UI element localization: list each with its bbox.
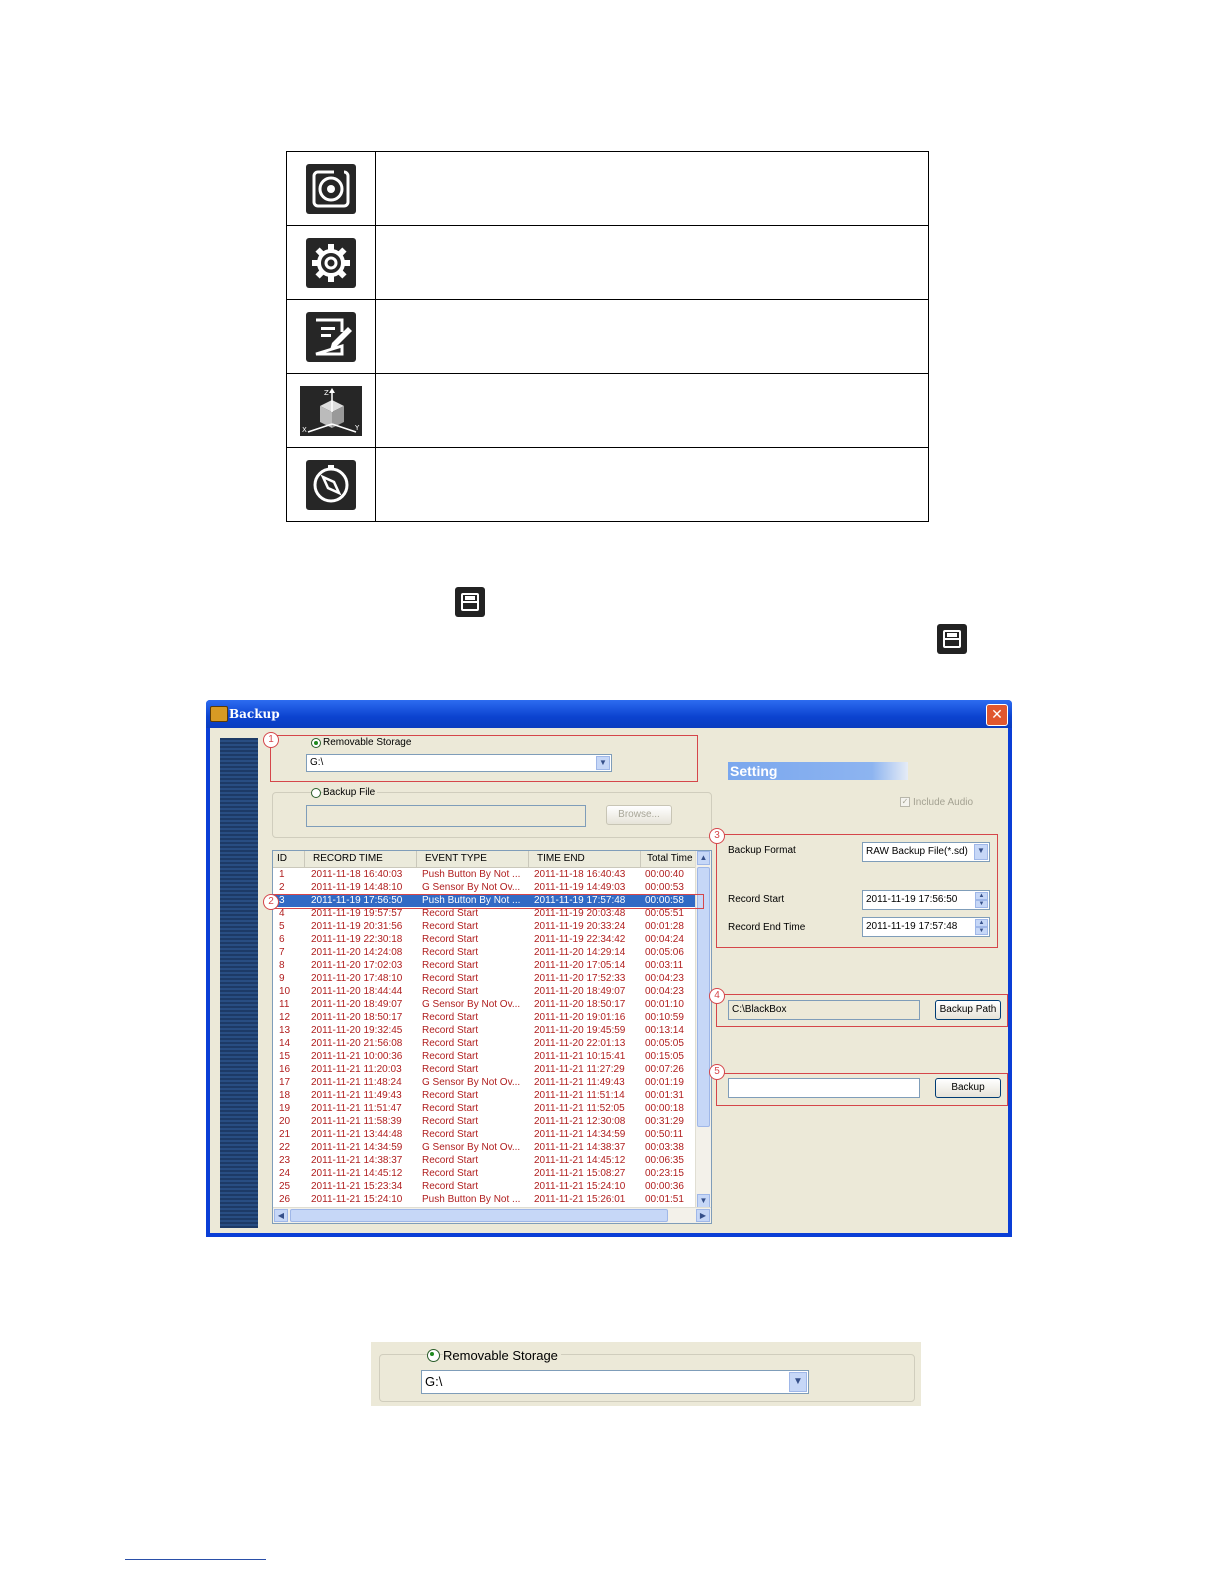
spin-down-icon[interactable]: ▼ <box>975 927 988 935</box>
cell-event-type: Push Button By Not ... <box>422 869 521 880</box>
table-row[interactable] <box>273 959 697 972</box>
icon-description <box>376 300 929 374</box>
cell-total-time: 00:23:15 <box>645 1168 684 1179</box>
include-audio-label: Include Audio <box>913 797 974 808</box>
column-header-record-time[interactable]: RECORD TIME <box>305 851 417 867</box>
cell-event-type: Record Start <box>422 908 479 919</box>
cell-id: 3 <box>279 895 285 906</box>
cell-total-time: 00:03:11 <box>645 960 684 971</box>
cell-total-time: 00:00:53 <box>645 882 684 893</box>
cell-id: 5 <box>279 921 285 932</box>
close-button[interactable]: ✕ <box>986 704 1008 726</box>
cell-record-time: 2011-11-21 11:49:43 <box>311 1090 402 1101</box>
cell-time-end: 2011-11-21 11:27:29 <box>534 1064 625 1075</box>
cell-id: 17 <box>279 1077 291 1088</box>
table-row[interactable] <box>273 1089 697 1102</box>
cell-event-type: Record Start <box>422 1012 479 1023</box>
cell-event-type: Record Start <box>422 1155 479 1166</box>
cell-event-type: G Sensor By Not Ov... <box>422 882 521 893</box>
cell-time-end: 2011-11-21 10:15:41 <box>534 1051 626 1062</box>
cell-record-time: 2011-11-20 21:56:08 <box>311 1038 403 1049</box>
cell-id: 19 <box>279 1103 291 1114</box>
horizontal-scrollbar[interactable] <box>273 1207 711 1223</box>
cell-record-time: 2011-11-19 17:56:50 <box>311 895 403 906</box>
backup-file-label: Backup File <box>323 787 376 798</box>
icon-row-gear <box>287 226 929 300</box>
cell-record-time: 2011-11-21 11:20:03 <box>311 1064 402 1075</box>
cell-id: 15 <box>279 1051 291 1062</box>
footnote-rule <box>125 1559 266 1560</box>
cell-total-time: 00:04:23 <box>645 986 684 997</box>
icon-description <box>376 448 929 522</box>
cell-total-time: 00:01:19 <box>645 1077 684 1088</box>
table-row[interactable] <box>273 1128 697 1141</box>
disc-icon <box>306 164 356 214</box>
record-start-value: 2011-11-19 17:56:50 <box>866 894 958 905</box>
cell-time-end: 2011-11-21 11:49:43 <box>534 1077 625 1088</box>
cell-time-end: 2011-11-20 19:45:59 <box>534 1025 626 1036</box>
table-row[interactable] <box>273 1102 697 1115</box>
axis-label-z: Z <box>324 388 329 397</box>
callout-4: 4 <box>709 988 725 1004</box>
cell-id: 26 <box>279 1194 291 1205</box>
cell-id: 14 <box>279 1038 291 1049</box>
cell-total-time: 00:05:05 <box>645 1038 684 1049</box>
spin-down-icon[interactable]: ▼ <box>975 900 988 908</box>
table-row[interactable] <box>273 1063 697 1076</box>
table-row[interactable] <box>273 868 697 881</box>
removable-storage-value: G:\ <box>310 757 324 768</box>
setting-header: Setting <box>728 762 908 780</box>
cell-event-type: Record Start <box>422 1103 479 1114</box>
removable-storage-value: G:\ <box>425 1374 443 1389</box>
table-row[interactable] <box>273 1011 697 1024</box>
cell-record-time: 2011-11-20 17:48:10 <box>311 973 403 984</box>
cell-id: 7 <box>279 947 285 958</box>
callout-1: 1 <box>263 732 279 748</box>
backup-progress-field <box>728 1078 920 1098</box>
cell-record-time: 2011-11-19 14:48:10 <box>311 882 403 893</box>
cell-time-end: 2011-11-21 14:34:59 <box>534 1129 626 1140</box>
cell-record-time: 2011-11-21 14:34:59 <box>311 1142 403 1153</box>
removable-storage-select[interactable] <box>306 754 612 772</box>
cell-record-time: 2011-11-19 19:57:57 <box>311 908 403 919</box>
scroll-thumb[interactable] <box>290 1209 668 1222</box>
icon-description <box>376 374 929 448</box>
cell-time-end: 2011-11-21 15:08:27 <box>534 1168 626 1179</box>
cell-record-time: 2011-11-20 14:24:08 <box>311 947 403 958</box>
backup-button[interactable]: Backup <box>935 1078 1001 1098</box>
removable-storage-radio[interactable] <box>311 738 321 748</box>
callout-2: 2 <box>263 894 279 910</box>
backup-window <box>206 700 1012 1237</box>
cell-event-type: Record Start <box>422 960 479 971</box>
table-row[interactable] <box>273 1193 697 1206</box>
table-row[interactable] <box>273 1050 697 1063</box>
cell-record-time: 2011-11-20 18:49:07 <box>311 999 403 1010</box>
cell-time-end: 2011-11-20 14:29:14 <box>534 947 626 958</box>
scroll-left-arrow[interactable]: ◀ <box>274 1209 288 1222</box>
cell-total-time: 00:00:58 <box>645 895 684 906</box>
cell-record-time: 2011-11-21 15:24:10 <box>311 1194 403 1205</box>
icon-description <box>376 152 929 226</box>
cell-id: 20 <box>279 1116 291 1127</box>
cell-total-time: 00:15:05 <box>645 1051 684 1062</box>
window-title: Backup <box>229 707 280 721</box>
compass-icon <box>306 460 356 510</box>
cell-event-type: Record Start <box>422 1051 479 1062</box>
cell-time-end: 2011-11-20 19:01:16 <box>534 1012 626 1023</box>
cell-event-type: Record Start <box>422 973 479 984</box>
cell-record-time: 2011-11-21 15:23:34 <box>311 1181 403 1192</box>
column-header-id[interactable]: ID <box>273 851 305 867</box>
icon-row-axis <box>287 374 929 448</box>
cell-time-end: 2011-11-21 15:24:10 <box>534 1181 626 1192</box>
cell-time-end: 2011-11-20 18:50:17 <box>534 999 626 1010</box>
scroll-up-arrow[interactable]: ▲ <box>697 851 710 865</box>
cell-record-time: 2011-11-21 10:00:36 <box>311 1051 403 1062</box>
cell-id: 25 <box>279 1181 291 1192</box>
record-start-spinner[interactable] <box>862 890 990 910</box>
cell-id: 9 <box>279 973 285 984</box>
cell-record-time: 2011-11-18 16:40:03 <box>311 869 403 880</box>
table-row[interactable] <box>273 1037 697 1050</box>
backup-path-input[interactable]: C:\BlackBox <box>728 1000 920 1020</box>
axis-label-x: X <box>302 425 307 434</box>
cell-event-type: Record Start <box>422 1025 479 1036</box>
list-rows <box>273 868 697 1206</box>
cell-id: 2 <box>279 882 285 893</box>
chevron-down-icon[interactable]: ▼ <box>789 1372 807 1392</box>
table-row[interactable] <box>273 946 697 959</box>
icon-legend-table <box>286 151 929 522</box>
column-header-event-type[interactable]: EVENT TYPE <box>417 851 529 867</box>
table-row[interactable] <box>273 998 697 1011</box>
cell-id: 1 <box>279 869 285 880</box>
gear-icon <box>306 238 356 288</box>
cell-id: 11 <box>279 999 290 1010</box>
cell-id: 23 <box>279 1155 291 1166</box>
cell-record-time: 2011-11-21 11:48:24 <box>311 1077 402 1088</box>
cell-total-time: 00:06:35 <box>645 1155 684 1166</box>
cell-event-type: Record Start <box>422 1181 479 1192</box>
cell-record-time: 2011-11-21 14:45:12 <box>311 1168 403 1179</box>
record-end-spinner[interactable] <box>862 917 990 937</box>
icon-row-disc <box>287 152 929 226</box>
cell-id: 18 <box>279 1090 291 1101</box>
backup-icon <box>455 587 485 617</box>
table-row[interactable] <box>273 920 697 933</box>
backup-file-radio[interactable] <box>311 788 321 798</box>
cell-total-time: 00:05:06 <box>645 947 684 958</box>
cell-event-type: Record Start <box>422 1064 479 1075</box>
window-client-area <box>210 728 1008 1233</box>
cell-event-type: Record Start <box>422 947 479 958</box>
cell-id: 6 <box>279 934 285 945</box>
cell-record-time: 2011-11-21 11:58:39 <box>311 1116 402 1127</box>
cell-time-end: 2011-11-19 20:33:24 <box>534 921 626 932</box>
icon-row-edit <box>287 300 929 374</box>
edit-note-icon <box>306 312 356 362</box>
table-row[interactable] <box>273 1024 697 1037</box>
axis-label-y: Y <box>355 423 360 432</box>
cell-event-type: Record Start <box>422 921 479 932</box>
cell-id: 13 <box>279 1025 291 1036</box>
cell-id: 22 <box>279 1142 291 1153</box>
table-row[interactable] <box>273 1167 697 1180</box>
cell-time-end: 2011-11-21 11:51:14 <box>534 1090 625 1101</box>
record-end-label: Record End Time <box>728 922 806 933</box>
cell-event-type: Push Button By Not ... <box>422 895 521 906</box>
cell-time-end: 2011-11-20 17:05:14 <box>534 960 626 971</box>
cell-time-end: 2011-11-19 22:34:42 <box>534 934 626 945</box>
record-end-value: 2011-11-19 17:57:48 <box>866 921 958 932</box>
cell-id: 21 <box>279 1129 291 1140</box>
cell-event-type: Record Start <box>422 1129 479 1140</box>
table-row[interactable] <box>273 933 697 946</box>
cell-total-time: 00:00:36 <box>645 1181 684 1192</box>
cell-id: 10 <box>279 986 291 997</box>
backup-icon <box>937 624 967 654</box>
cell-time-end: 2011-11-21 15:26:01 <box>534 1194 626 1205</box>
scroll-right-arrow[interactable]: ▶ <box>696 1209 710 1222</box>
cell-time-end: 2011-11-20 18:49:07 <box>534 986 626 997</box>
cell-event-type: Record Start <box>422 1090 479 1101</box>
cell-total-time: 00:07:26 <box>645 1064 684 1075</box>
table-row[interactable] <box>273 972 697 985</box>
removable-storage-radio[interactable] <box>427 1349 440 1362</box>
cell-total-time: 00:05:51 <box>645 908 684 919</box>
list-header <box>273 851 697 868</box>
cell-time-end: 2011-11-21 11:52:05 <box>534 1103 625 1114</box>
callout-3: 3 <box>709 828 725 844</box>
cell-record-time: 2011-11-21 14:38:37 <box>311 1155 403 1166</box>
cell-record-time: 2011-11-20 17:02:03 <box>311 960 403 971</box>
removable-storage-label: Removable Storage <box>323 737 412 748</box>
cell-event-type: G Sensor By Not Ov... <box>422 999 521 1010</box>
column-header-total-time[interactable]: Total Time <box>647 853 693 864</box>
cell-time-end: 2011-11-19 17:57:48 <box>534 895 626 906</box>
cell-record-time: 2011-11-21 13:44:48 <box>311 1129 403 1140</box>
include-audio-checkbox[interactable]: ✓ <box>901 797 909 806</box>
table-row[interactable] <box>273 1141 697 1154</box>
cell-total-time: 00:04:23 <box>645 973 684 984</box>
cell-time-end: 2011-11-19 20:03:48 <box>534 908 626 919</box>
cell-event-type: Record Start <box>422 1168 479 1179</box>
icon-description <box>376 226 929 300</box>
table-row[interactable] <box>273 1154 697 1167</box>
cell-event-type: Push Button By Not ... <box>422 1194 521 1205</box>
table-row[interactable] <box>273 985 697 998</box>
icon-row-compass <box>287 448 929 522</box>
removable-storage-label: Removable Storage <box>443 1348 561 1363</box>
backup-path-button[interactable]: Backup Path <box>935 1000 1001 1020</box>
cell-event-type: G Sensor By Not Ov... <box>422 1077 521 1088</box>
title-bar[interactable] <box>206 700 1012 728</box>
cell-event-type: Record Start <box>422 934 479 945</box>
table-row[interactable] <box>273 1115 697 1128</box>
cell-total-time: 00:31:29 <box>645 1116 684 1127</box>
cell-event-type: Record Start <box>422 1038 479 1049</box>
cell-id: 4 <box>279 908 285 919</box>
backup-file-input[interactable] <box>306 805 586 827</box>
spin-up-icon[interactable]: ▲ <box>975 919 988 927</box>
cell-id: 8 <box>279 960 285 971</box>
xyz-axis-icon <box>300 386 362 436</box>
side-banner <box>220 738 258 1228</box>
cell-total-time: 00:00:40 <box>645 869 684 880</box>
cell-total-time: 00:01:51 <box>645 1194 684 1205</box>
cell-id: 16 <box>279 1064 291 1075</box>
cell-time-end: 2011-11-21 14:38:37 <box>534 1142 626 1153</box>
browse-button[interactable]: Browse... <box>606 805 672 825</box>
backup-format-label: Backup Format <box>728 845 796 856</box>
callout-5: 5 <box>709 1064 725 1080</box>
cell-total-time: 00:13:14 <box>645 1025 684 1036</box>
cell-total-time: 00:10:59 <box>645 1012 684 1023</box>
table-row[interactable] <box>273 1076 697 1089</box>
cell-id: 24 <box>279 1168 291 1179</box>
cell-event-type: G Sensor By Not Ov... <box>422 1142 521 1153</box>
chevron-down-icon[interactable]: ▼ <box>596 756 610 770</box>
cell-time-end: 2011-11-21 14:45:12 <box>534 1155 626 1166</box>
cell-event-type: Record Start <box>422 986 479 997</box>
cell-record-time: 2011-11-21 11:51:47 <box>311 1103 402 1114</box>
app-icon <box>210 706 228 722</box>
cell-total-time: 00:01:31 <box>645 1090 684 1101</box>
cell-total-time: 00:04:24 <box>645 934 684 945</box>
cell-total-time: 00:01:28 <box>645 921 684 932</box>
cell-total-time: 00:01:10 <box>645 999 684 1010</box>
cell-total-time: 00:00:18 <box>645 1103 684 1114</box>
cell-id: 12 <box>279 1012 291 1023</box>
table-row[interactable] <box>273 1180 697 1193</box>
removable-storage-detail <box>371 1342 921 1406</box>
cell-record-time: 2011-11-20 18:50:17 <box>311 1012 403 1023</box>
cell-time-end: 2011-11-20 22:01:13 <box>534 1038 626 1049</box>
cell-record-time: 2011-11-19 22:30:18 <box>311 934 403 945</box>
cell-event-type: Record Start <box>422 1116 479 1127</box>
cell-total-time: 00:50:11 <box>645 1129 684 1140</box>
callout-box-2 <box>274 894 704 909</box>
cell-total-time: 00:03:38 <box>645 1142 684 1153</box>
removable-storage-select[interactable] <box>421 1370 809 1394</box>
backup-format-value: RAW Backup File(*.sd) <box>866 846 968 857</box>
backup-format-select[interactable] <box>862 842 990 862</box>
column-header-time-end[interactable]: TIME END <box>529 851 641 867</box>
scroll-down-arrow[interactable]: ▼ <box>697 1194 710 1208</box>
spin-up-icon[interactable]: ▲ <box>975 892 988 900</box>
cell-time-end: 2011-11-18 16:40:43 <box>534 869 626 880</box>
cell-record-time: 2011-11-20 19:32:45 <box>311 1025 403 1036</box>
cell-time-end: 2011-11-19 14:49:03 <box>534 882 626 893</box>
cell-time-end: 2011-11-21 12:30:08 <box>534 1116 626 1127</box>
record-start-label: Record Start <box>728 894 785 905</box>
table-row[interactable] <box>273 881 697 894</box>
chevron-down-icon[interactable]: ▼ <box>974 844 988 860</box>
cell-record-time: 2011-11-20 18:44:44 <box>311 986 403 997</box>
cell-record-time: 2011-11-19 20:31:56 <box>311 921 403 932</box>
cell-time-end: 2011-11-20 17:52:33 <box>534 973 626 984</box>
